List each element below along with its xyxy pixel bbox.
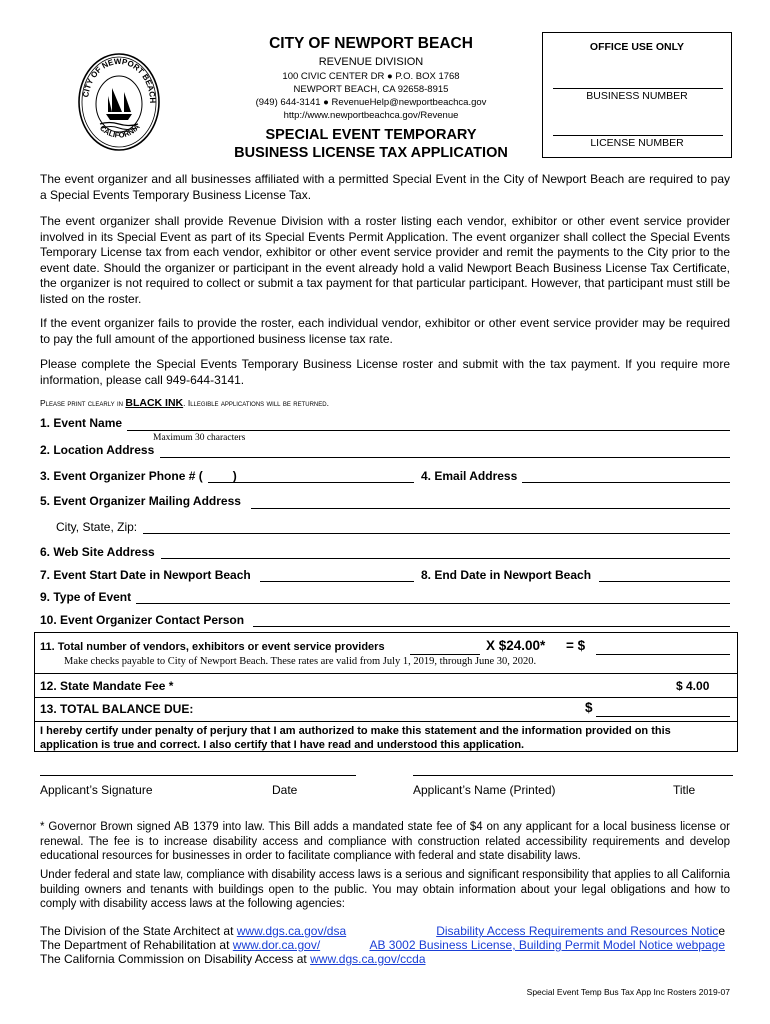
printed-name-title-line[interactable] bbox=[413, 775, 733, 776]
state-fee-note: * Governor Brown signed AB 1379 into law. This Bill adds a mandated state fee of $4 on any applicant for a local business license or renewal. The fee is to increase disability access and compliance with construction related accessibility requirements and develop educational resources for businesses in order to facilitate compliance with federal and state disability laws. bbox=[40, 821, 730, 862]
state-fee-label: 12. State Mandate Fee * bbox=[40, 679, 174, 693]
contact-person-label: 10. Event Organizer Contact Person bbox=[40, 613, 245, 627]
equals-dollar: = $ bbox=[566, 638, 586, 653]
vendor-total-field[interactable] bbox=[596, 654, 730, 655]
intro-paragraph-3: If the event organizer fails to provide the roster, each individual vendor, exhibitor or other event service provider may be required to pay the full amount of the apportioned business license tax rate. bbox=[40, 316, 730, 346]
contact-person-field[interactable] bbox=[253, 626, 730, 627]
printed-name-label: Applicant’s Name (Printed) bbox=[413, 783, 556, 797]
rate-text: X $24.00* bbox=[486, 638, 546, 653]
email-address-label: 4. Email Address bbox=[421, 469, 518, 483]
applicant-signature-label: Applicant’s Signature bbox=[40, 783, 153, 797]
division-name: REVENUE DIVISION bbox=[318, 56, 424, 68]
mailing-address-field[interactable] bbox=[251, 508, 730, 509]
start-date-label: 7. Event Start Date in Newport Beach bbox=[40, 568, 251, 582]
divider bbox=[34, 721, 738, 722]
intro-paragraph-2: The event organizer shall provide Revenue Division with a roster listing each vendor, exhibitor or other event service provider involved in its Special Event as part of its Special Events Permit Application. The event organizer shall collect the Special Events Temporary License tax from each vendor, exhibitor or other event service provider and remit the payments to the City prior to the event date. Should the organizer or participant in the event already hold a valid Newport Beach Business License Tax Certificate, the organizer is not required to collect or submit a tax payment for that particular participant. However, that participant must still be listed on the roster. bbox=[40, 214, 730, 306]
title-label: Title bbox=[673, 783, 696, 797]
organizer-phone-label: 3. Event Organizer Phone # ( ) bbox=[40, 469, 237, 483]
form-title-line-2: BUSINESS LICENSE TAX APPLICATION bbox=[234, 145, 508, 161]
ab3002-link-line bbox=[369, 938, 725, 953]
divider bbox=[34, 673, 738, 674]
form-identifier: Special Event Temp Bus Tax App Inc Rosters 2019-07 bbox=[526, 987, 730, 997]
total-dollar-sign: $ bbox=[585, 700, 593, 715]
header-block bbox=[210, 34, 532, 162]
office-use-box bbox=[542, 32, 732, 158]
intro-paragraph-1: The event organizer and all businesses affiliated with a permitted Special Event in the City of Newport Beach are required to pay a Special Events Temporary Business License Tax. bbox=[40, 172, 730, 202]
date-label: Date bbox=[272, 783, 298, 797]
city-state-zip-label: City, State, Zip: bbox=[56, 520, 138, 534]
disability-access-note: Under federal and state law, compliance with disability access laws is a serious and significant responsibility that applies to all California building owners and tenants with buildings open to the public. You may obtain information about your legal obligations and how to comply with disability access laws at the following agencies: bbox=[40, 869, 730, 910]
city-name: CITY OF NEWPORT BEACH bbox=[269, 35, 473, 52]
business-number-label: BUSINESS NUMBER bbox=[586, 90, 688, 102]
total-balance-field[interactable] bbox=[596, 716, 730, 717]
website-address-label: 6. Web Site Address bbox=[40, 545, 155, 559]
agency-line-3: The California Commission on Disability Access at www.dgs.ca.gov/ccda bbox=[40, 952, 426, 966]
license-number-label: LICENSE NUMBER bbox=[590, 137, 684, 149]
end-date-field[interactable] bbox=[599, 581, 730, 582]
svg-text:CALIFORNIA: CALIFORNIA bbox=[97, 122, 142, 140]
svg-text:CITY OF NEWPORT BEACH: CITY OF NEWPORT BEACH bbox=[81, 56, 158, 104]
intro-paragraph-4: Please complete the Special Events Temporary Business License roster and submit with the tax payment. If you require more information, please call 949-644-3141. bbox=[40, 357, 730, 387]
contact-line: (949) 644-3141 ● RevenueHelp@newportbeachca.gov bbox=[255, 97, 487, 108]
office-use-title: OFFICE USE ONLY bbox=[589, 41, 685, 53]
event-name-field[interactable] bbox=[127, 430, 730, 431]
email-address-field[interactable] bbox=[522, 482, 730, 483]
vendor-count-label: 11. Total number of vendors, exhibitors or event service providers bbox=[40, 641, 385, 653]
website-line: http://www.newportbeachca.gov/Revenue bbox=[283, 110, 459, 121]
mailing-address-label: 5. Event Organizer Mailing Address bbox=[40, 494, 241, 508]
certification-statement: I hereby certify under penalty of perjury that I am authorized to make this statement and the information provided on this application is true and correct. I also certify that I have read and understood this application. bbox=[40, 725, 671, 751]
dor-link[interactable]: www.dor.ca.gov/ bbox=[232, 938, 321, 952]
state-fee-amount: $ 4.00 bbox=[676, 679, 710, 693]
disability-notice-link[interactable]: Disability Access Requirements and Resources Notic bbox=[436, 924, 719, 938]
business-number-line[interactable] bbox=[553, 88, 723, 89]
form-title-line-1: SPECIAL EVENT TEMPORARY bbox=[265, 127, 477, 143]
ccda-link[interactable]: www.dgs.ca.gov/ccda bbox=[310, 952, 426, 966]
organizer-phone-field[interactable] bbox=[208, 482, 414, 483]
total-balance-label: 13. TOTAL BALANCE DUE: bbox=[40, 702, 194, 716]
disability-notice-link-line: Disability Access Requirements and Resources Notice bbox=[436, 924, 725, 938]
event-name-label: 1. Event Name bbox=[40, 416, 123, 430]
license-number-line[interactable] bbox=[553, 135, 723, 136]
print-instruction: Please print clearly in BLACK INK. Illegible applications will be returned. bbox=[40, 397, 329, 409]
dsa-link[interactable]: www.dgs.ca.gov/dsa bbox=[236, 924, 347, 938]
location-address-field[interactable] bbox=[160, 457, 730, 458]
payment-note: Make checks payable to City of Newport Beach. These rates are valid from July 1, 2019, through June 30, 2020. bbox=[64, 656, 537, 667]
signature-date-line[interactable] bbox=[40, 775, 356, 776]
event-type-label: 9. Type of Event bbox=[40, 590, 132, 604]
website-address-field[interactable] bbox=[161, 558, 730, 559]
agency-line-1: The Division of the State Architect at www.dgs.ca.gov/dsa bbox=[40, 924, 347, 938]
agency-line-2: The Department of Rehabilitation at www.dor.ca.gov/ bbox=[40, 938, 321, 952]
event-type-field[interactable] bbox=[136, 603, 730, 604]
divider bbox=[34, 697, 738, 698]
end-date-label: 8. End Date in Newport Beach bbox=[421, 568, 592, 582]
city-state-zip-field[interactable] bbox=[143, 533, 730, 534]
address-line-2: NEWPORT BEACH, CA 92658-8915 bbox=[293, 84, 449, 95]
address-line-1: 100 CIVIC CENTER DR ● P.O. BOX 1768 bbox=[282, 71, 460, 82]
max-characters-note: Maximum 30 characters bbox=[153, 433, 246, 443]
start-date-field[interactable] bbox=[260, 581, 414, 582]
black-ink-emphasis: BLACK INK bbox=[125, 397, 184, 409]
city-seal-logo bbox=[78, 52, 160, 152]
ab3002-link[interactable]: AB 3002 Business License, Building Permit Model Notice webpage bbox=[369, 938, 725, 952]
vendor-count-field[interactable] bbox=[410, 654, 480, 655]
location-address-label: 2. Location Address bbox=[40, 443, 155, 457]
